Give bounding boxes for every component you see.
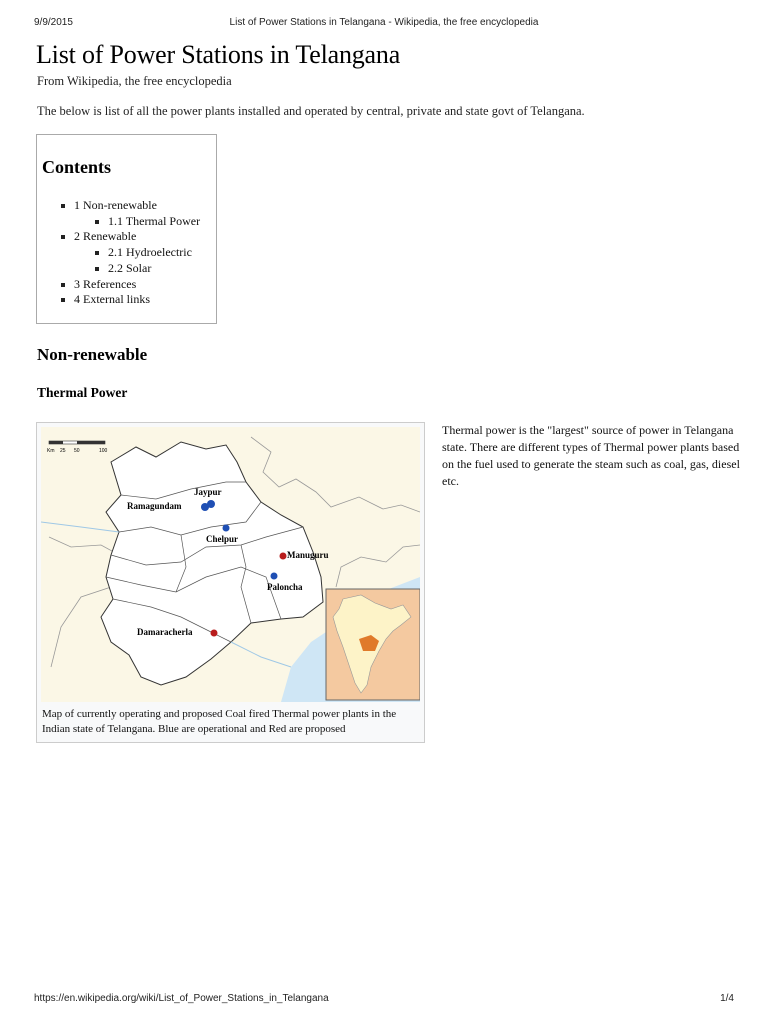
svg-text:25: 25 (60, 448, 66, 454)
toc-item-label: 1.1 Thermal Power (108, 214, 201, 228)
bullet-icon (61, 298, 65, 302)
toc-item-thermal-power[interactable] (108, 214, 200, 229)
intro-paragraph: The below is list of all the power plants installed and operated by central, private and state govt of Telangana. (37, 104, 585, 118)
toc-title: Contents (42, 157, 112, 177)
bullet-icon (95, 251, 99, 255)
bullet-icon (61, 204, 65, 208)
toc-item-non-renewable[interactable] (74, 198, 157, 213)
toc-item-label: 1 Non-renewable (74, 198, 157, 212)
table-of-contents (36, 134, 217, 324)
bullet-icon (61, 283, 65, 287)
svg-text:Ramagundam: Ramagundam (127, 501, 182, 511)
map-thumbnail (36, 422, 425, 743)
print-doc-title: List of Power Stations in Telangana - Wikipedia, the free encyclopedia (229, 17, 539, 28)
svg-text:100: 100 (99, 448, 108, 454)
toc-item-references[interactable] (74, 277, 136, 292)
plant-marker-manuguru[interactable] (280, 550, 329, 560)
svg-text:50: 50 (74, 448, 80, 454)
toc-item-hydroelectric[interactable] (108, 245, 192, 260)
svg-text:Km: Km (47, 448, 55, 454)
toc-item-renewable[interactable] (74, 229, 136, 244)
toc-item-label: 4 External links (74, 292, 150, 306)
page-title: List of Power Stations in Telangana (36, 40, 401, 69)
toc-item-solar[interactable] (108, 261, 151, 276)
section-heading-non-renewable: Non-renewable (37, 345, 148, 364)
print-page-number: 1/4 (720, 993, 734, 1004)
svg-text:Jaypur: Jaypur (194, 487, 222, 497)
svg-text:Damaracherla: Damaracherla (137, 627, 193, 637)
toc-item-label: 2.1 Hydroelectric (108, 245, 192, 259)
toc-item-label: 2.2 Solar (108, 261, 152, 275)
page-subtitle: From Wikipedia, the free encyclopedia (37, 74, 232, 88)
toc-item-external-links[interactable] (74, 292, 150, 307)
toc-item-label: 2 Renewable (74, 229, 137, 243)
print-date: 9/9/2015 (34, 17, 73, 28)
svg-text:Paloncha: Paloncha (267, 582, 303, 592)
telangana-map[interactable] (41, 427, 420, 702)
section-heading-thermal-power: Thermal Power (37, 385, 128, 400)
svg-text:Chelpur: Chelpur (206, 534, 239, 544)
thermal-power-paragraph: Thermal power is the "largest" source of power in Telangana state. There are different types of Thermal power plants based on the fuel used to generate the steam such as coal, gas, diesel etc. (442, 423, 740, 488)
print-url: https://en.wikipedia.org/wiki/List_of_Power_Stations_in_Telangana (34, 993, 329, 1004)
india-inset-map (326, 589, 420, 700)
toc-item-label: 3 References (74, 277, 137, 291)
bullet-icon (61, 235, 65, 239)
svg-text:Manuguru: Manuguru (287, 550, 329, 560)
bullet-icon (95, 267, 99, 271)
map-caption: Map of currently operating and proposed Coal fired Thermal power plants in the Indian state of Telangana. Blue are operational and Red are proposed (42, 708, 397, 735)
bullet-icon (95, 220, 99, 224)
